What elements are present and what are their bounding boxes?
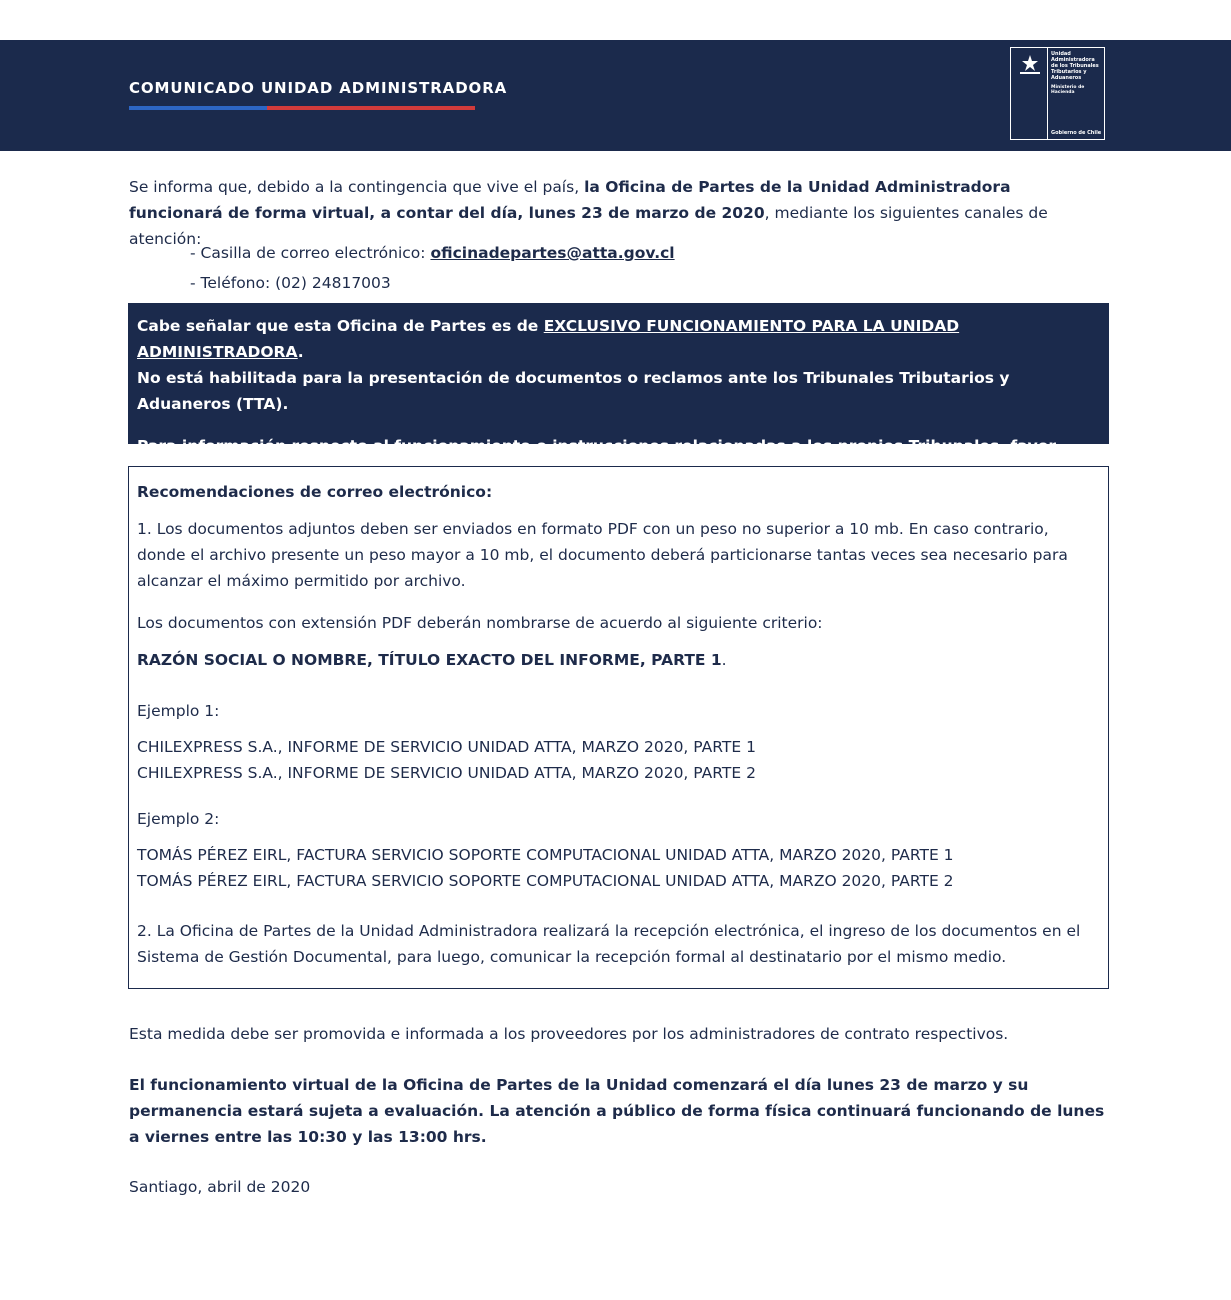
intro-bold: la Oficina de Partes de la Unidad Administradora funcionará de forma virtual, a contar del día, lunes 23 de marzo de 2020 [129,178,1011,222]
phone-channel: - Teléfono: (02) 24817003 [190,274,391,292]
coat-of-arms-icon [1017,53,1043,77]
recommendations-title: Recomendaciones de correo electrónico: [137,483,493,501]
title-underline-red [267,106,475,110]
intro-prefix: Se informa que, debido a la contingencia que vive el país, [129,178,585,196]
government-logo [1010,47,1105,140]
exclusive-operation-link[interactable]: EXCLUSIVO FUNCIONAMIENTO PARA LA UNIDAD ADMINISTRADORA [137,317,960,361]
email-channel [190,240,675,266]
page-title: COMUNICADO UNIDAD ADMINISTRADORA [129,79,508,97]
notice-box [128,303,1109,481]
example-2-label: Ejemplo 2: [137,810,220,828]
example-2-line: TOMÁS PÉREZ EIRL, FACTURA SERVICIO SOPORTE COMPUTACIONAL UNIDAD ATTA, MARZO 2020, PARTE 2 [137,872,954,890]
measure-paragraph: Esta medida debe ser promovida e informada a los proveedores por los administradores de contrato respectivos. [129,1025,1009,1043]
intro-suffix: , mediante los siguientes canales de atención: [129,204,1048,248]
naming-rule-end: . [721,651,727,669]
naming-rule [137,647,1101,673]
signature-date: Santiago, abril de 2020 [129,1178,311,1196]
recommendation-item-1: 1. Los documentos adjuntos deben ser enviados en formato PDF con un peso no superior a 10 mb. En caso contrario, donde el archivo presente un peso mayor a 10 mb, el documento deberá particionarse tantas veces sea necesario para alcanzar el máximo permitido por archivo. [137,520,1068,590]
title-underline-blue [129,106,267,110]
tta-website-link[interactable]: WWW.TTA.CL. [695,463,818,481]
example-1-line: CHILEXPRESS S.A., INFORME DE SERVICIO UNIDAD ATTA, MARZO 2020, PARTE 2 [137,764,756,782]
example-1-label: Ejemplo 1: [137,702,220,720]
notice-text: . [297,343,304,361]
naming-intro: Los documentos con extensión PDF deberán nombrarse de acuerdo al siguiente criterio: [137,614,823,632]
email-link[interactable]: oficinadepartes@atta.gov.cl [430,244,675,262]
example-1-line: CHILEXPRESS S.A., INFORME DE SERVICIO UNIDAD ATTA, MARZO 2020, PARTE 1 [137,738,756,756]
logo-institution-name: Unidad Administradora de los Tribunales Tributarios y Aduaneros [1051,51,1099,81]
example-2-line: TOMÁS PÉREZ EIRL, FACTURA SERVICIO SOPORTE COMPUTACIONAL UNIDAD ATTA, MARZO 2020, PARTE 1 [137,846,954,864]
recommendation-item-2: 2. La Oficina de Partes de la Unidad Administradora realizará la recepción electrónica, el ingreso de los documentos en el Sistema de Gestión Documental, para luego, comunicar la recepción formal al destinatario por el mismo medio. [137,922,1081,966]
email-label: - Casilla de correo electrónico: [190,244,431,262]
notice-paragraph-1 [137,313,1100,417]
notice-text: No está habilitada para la presentación de documentos o reclamos ante los Tribunales Tributarios y Aduaneros (TTA). [137,369,1010,413]
virtual-operation-notice: El funcionamiento virtual de la Oficina de Partes de la Unidad comenzará el día lunes 23 de marzo y su permanencia estará sujeta a evaluación. La atención a público de forma física continuará funcionando de lunes a viernes entre las 10:30 y las 13:00 hrs. [129,1076,1105,1146]
notice-text: Para información respecto al funcionamiento o instrucciones relacionadas a los propios Tribunales, favor dirigirse al sitio web de los Tribunales Tributarios y Aduaneros: [137,437,1057,481]
naming-rule-text: RAZÓN SOCIAL O NOMBRE, TÍTULO EXACTO DEL INFORME, PARTE 1 [137,651,722,669]
logo-ministry: Ministerio de Hacienda [1051,85,1085,95]
logo-divider [1047,48,1048,139]
logo-government: Gobierno de Chile [1051,130,1102,136]
notice-text: Cabe señalar que esta Oficina de Partes es de [137,317,544,335]
